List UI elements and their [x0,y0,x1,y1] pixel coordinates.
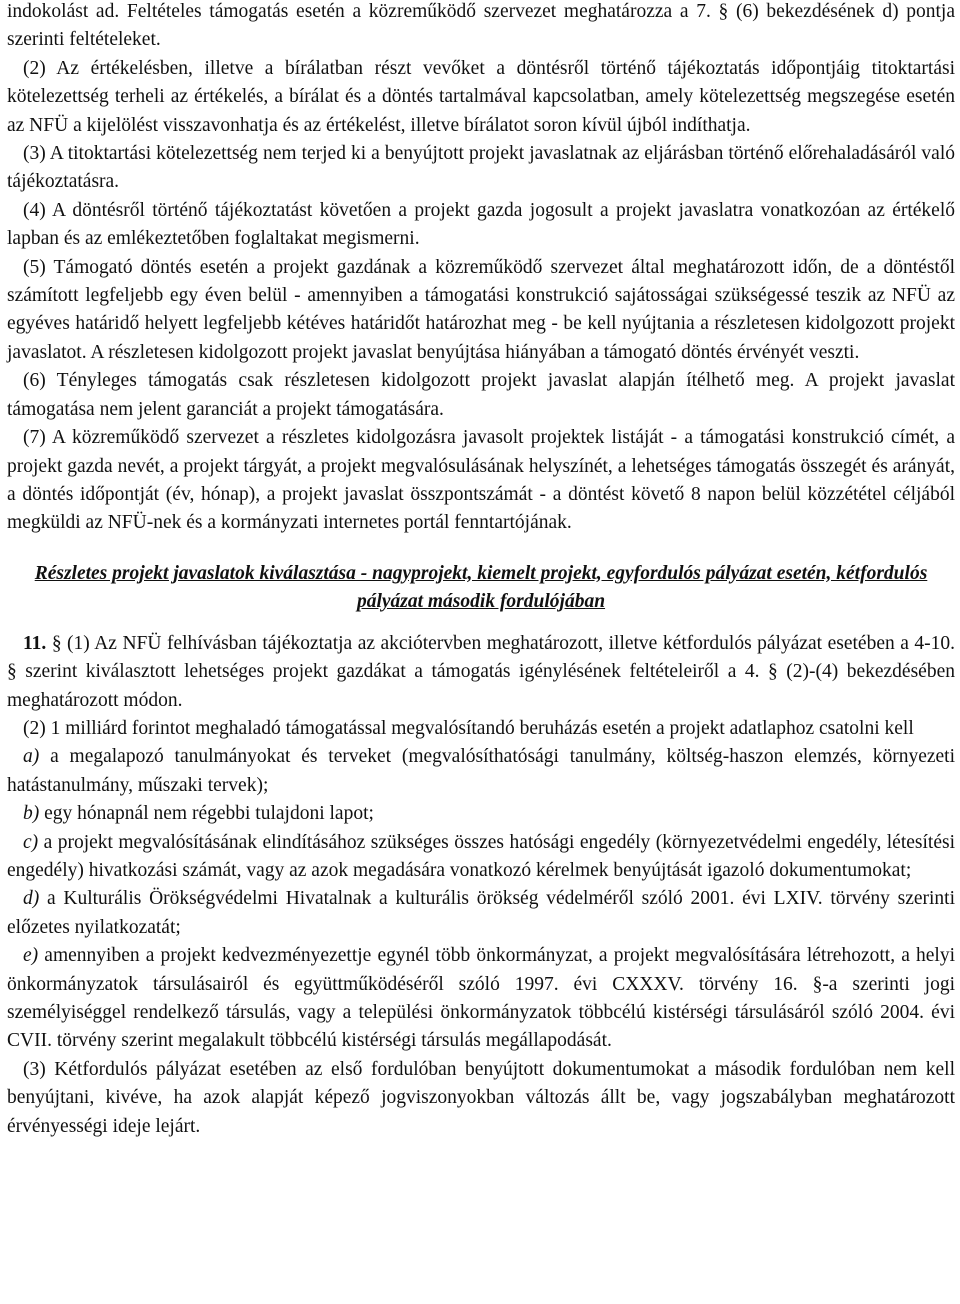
item-text-b: egy hónapnál nem régebbi tulajdoni lapot; [44,803,374,825]
item-letter-b: b) [23,803,40,825]
paragraph-4: (4) A döntésről történő tájékoztatást követően a projekt gazda jogosult a projekt javaslatra vonatkozóan az értékelő lapban és az emlékeztetőben foglaltakat megismerni. [7,199,955,250]
list-item-a [7,743,955,800]
section-11-paragraph-3: (3) Kétfordulós pályázat esetében az első fordulóban benyújtott dokumentumokat a második fordulóban nem kell benyújtani, kivéve, ha azok alapját képező jogviszonyokban változás állt be, vagy jogszabályban meghatározott érvényességi ideje lejárt. [7,1058,955,1137]
list-item-c [7,829,955,886]
paragraph-7: (7) A közreműködő szervezet a részletes kidolgozásra javasolt projektek listáját - a támogatási konstrukció címét, a projekt gazda nevét, a projekt tárgyát, a projekt megvalósulásának helyszínét, a lehetséges támogatás összegét és arányát, a döntés időpontját (év, hónap), a projekt javaslat összpontszámát - a döntést követő 8 napon belül közzététel céljából megküldi az NFÜ-nek és a kormányzati internetes portál fenntartójának. [7,427,955,534]
item-letter-c: c) [23,831,39,853]
item-text-e: amennyiben a projekt kedvezményezettje egynél több önkormányzat, a projekt megvalósítására létrehozott, a helyi önkormányzatok társulásairól és együttműködéséről szóló 1997. évi CXXXV. törvény 16. §-a szerinti jogi személyiséggel rendelkező társulás, vagy a települési önkormányzatok többcélú kistérségi társulásáról szóló 2004. évi CVII. törvény szerint megalakult többcélú kistérségi társulás megállapodását. [7,945,955,1052]
section-11-paragraph-2: (2) 1 milliárd forintot meghaladó támogatással megvalósítandó beruházás esetén a projekt adatlaphoz csatolni kell [23,717,914,739]
item-letter-e: e) [23,945,39,967]
item-letter-a: a) [23,746,40,768]
item-text-c: a projekt megvalósításának elindításához szükséges összes hatósági engedély (környezetvédelmi engedély, létesítési engedély) hivatkozási számát, vagy az azok megadására vonatkozó kérelmek benyújtását igazoló dokumentumokat; [7,831,955,881]
list-item-e [7,942,955,1056]
section-11-text-1: § (1) Az NFÜ felhívásban tájékoztatja az akciótervben meghatározott, illetve kétfordulós pályázat esetében a 4-10. § szerint kiválasztott lehetséges projekt gazdákat a támogatás igénylésének feltételeiről a 4. § (2)-(4) bekezdésében meghatározott módon. [7,632,955,711]
document-page [7,0,955,1141]
item-letter-d: d) [23,888,40,910]
item-text-a: a megalapozó tanulmányokat és terveket (megvalósíthatósági tanulmány, költség-haszon elemzés, környezeti hatástanulmány, műszaki tervek); [7,746,955,796]
paragraph-3: (3) A titoktartási kötelezettség nem terjed ki a benyújtott projekt javaslatnak az eljárásban történő előrehaladásáról való tájékoztatásra. [7,143,955,193]
item-text-d: a Kulturális Örökségvédelmi Hivatalnak a kulturális örökség védelméről szóló 2001. évi LXIV. törvény szerinti előzetes nyilatkozatát; [7,888,956,938]
list-item-b [7,800,955,828]
paragraph-6: (6) Tényleges támogatás csak részletesen kidolgozott projekt javaslat alapján ítélhető meg. A projekt javaslat támogatása nem jelent garanciát a projekt támogatására. [7,370,955,420]
section-heading: Részletes projekt javaslatok kiválasztása - nagyprojekt, kiemelt projekt, egyfordulós pályázat esetén, kétfordulós pályázat második fordulójában [34,562,928,612]
paragraph-2: (2) Az értékelésben, illetve a bírálatban részt vevőket a döntésről történő tájékoztatás időpontjáig titoktartási kötelezettség terheli az értékelés, a bírálat és a döntés tartalmával kapcsolatban, amely kötelezettség megszegése esetén az NFÜ a kijelölést visszavonhatja és az értékelést, illetve bírálatot soron kívül újból indíthatja. [7,57,955,136]
paragraph-5: (5) Támogató döntés esetén a projekt gazdának a közreműködő szervezet által meghatározott időn, de a döntéstől számított legfeljebb egy éven belül - amennyiben a támogatási konstrukció sajátosságai szükségessé teszik az NFÜ az egyéves határidő helyett legfeljebb kétéves határidőt határozhat meg - be kell nyújtania a részletesen kidolgozott projekt javaslatot. A részletesen kidolgozott projekt javaslat benyújtása hiányában a támogató döntés érvényét veszti. [7,256,955,363]
list-item-d [7,885,955,942]
section-number: 11. [23,632,47,654]
section-11-paragraph-1 [7,630,955,715]
paragraph-continuation: indokolást ad. Feltételes támogatás esetén a közreműködő szervezet meghatározza a 7. § (6) bekezdésének d) pontja szerinti feltételeket. [7,1,955,51]
